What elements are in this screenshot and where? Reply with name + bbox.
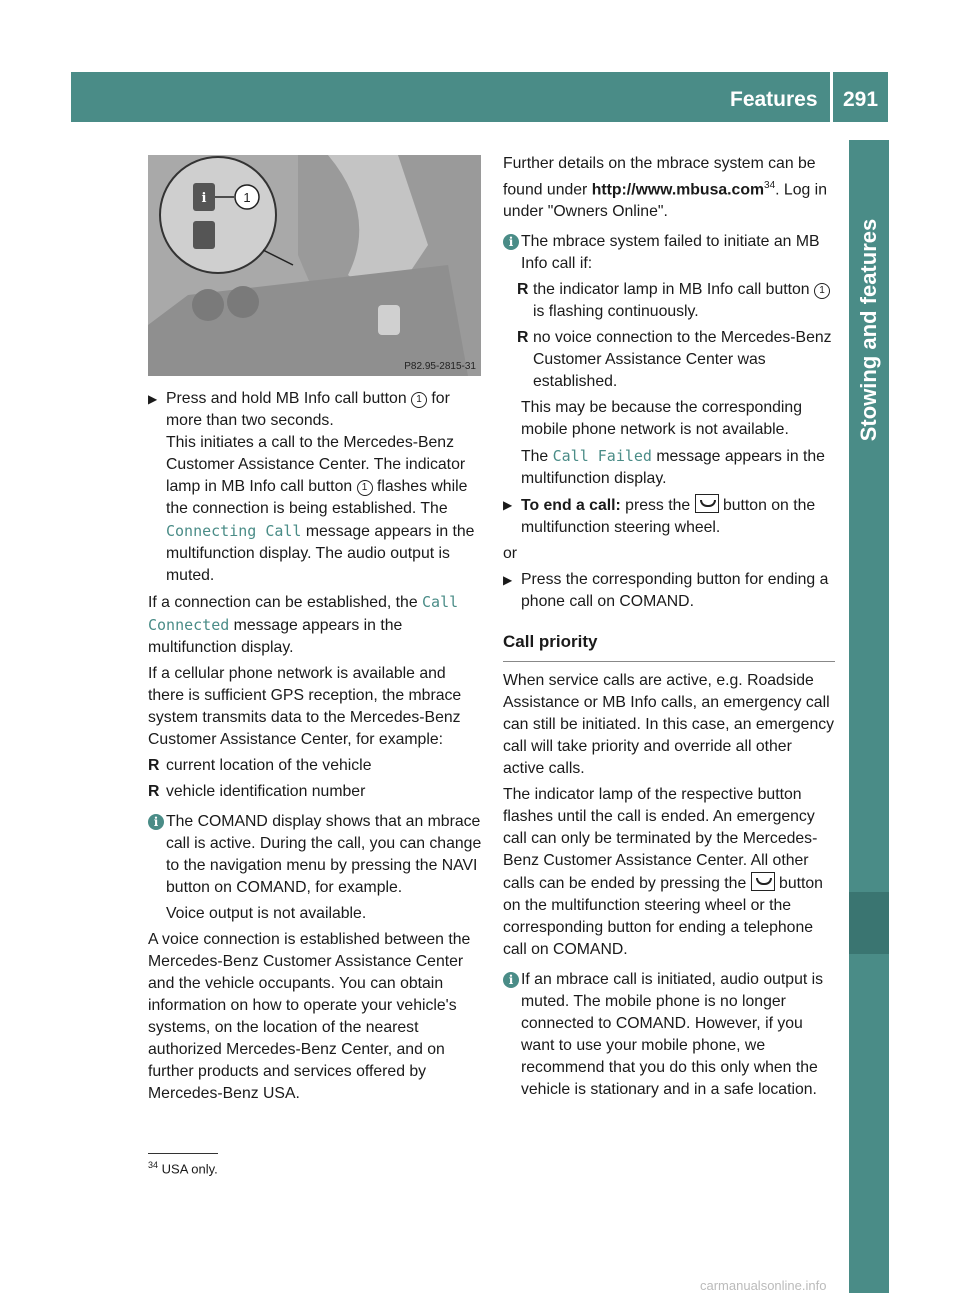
section-heading: Call priority [503, 631, 835, 662]
paragraph: When service calls are active, e.g. Roadside Assistance or MB Info calls, an emergency call can still be initiated. In this case, an emergency call will take priority and override all other active calls. [503, 672, 835, 778]
instruction-step: ▶ To end a call: press the button on the multifunction steering wheel. [503, 494, 835, 539]
car-interior-photo [148, 155, 481, 376]
page-number: 291 [843, 88, 879, 111]
end-call-icon [695, 494, 719, 513]
display-message: Call Failed [552, 447, 652, 466]
website-url: http://www.mbusa.com [591, 181, 765, 199]
instruction-step: ▶ Press the corresponding button for ending a phone call on COMAND. [503, 571, 829, 611]
end-call-icon [751, 872, 775, 891]
display-message: Connecting Call [166, 522, 302, 540]
arrow-icon: ▶ [503, 573, 513, 588]
paragraph: A voice connection is established between the Mercedes-Benz Customer Assistance Center and the vehicle occupants. You can obtain information on how to operate your vehicle's systems, on the location of the nearest authorized Mercedes-Benz Center, and on further products and services offered by Mercedes-Benz USA. [148, 931, 471, 1102]
photo-code: P82.95-2815-31 [404, 361, 476, 372]
info-note-continued: Voice output is not available. [166, 905, 367, 922]
info-note-continued: This may be because the corresponding mobile phone network is not available. [521, 399, 802, 439]
display-message: Call Connected [148, 593, 459, 634]
callout-1-icon: 1 [357, 480, 373, 496]
list-item: R vehicle identification number [148, 781, 482, 803]
list-item: R the indicator lamp in MB Info call button 1 is flashing continuously. [503, 279, 835, 323]
instruction-step: ▶ Press and hold MB Info call button 1 for more than two seconds. This initiates a call to the Mercedes-Benz Customer Assistance Center. The indicator lamp in MB Info call button 1 flashes while the connection is being established. The Connecting Call message appears in the multifunction display. The audio output is muted. [148, 390, 475, 584]
info-icon: i [503, 972, 519, 988]
info-icon: i [148, 814, 164, 830]
svg-text:i: i [201, 191, 207, 206]
right-column [503, 153, 835, 1105]
photo-callout: 1 [243, 190, 251, 205]
info-note: i The mbrace system failed to initiate an MB Info call if: [503, 231, 835, 275]
watermark: carmanualsonline.info [700, 1278, 827, 1293]
paragraph: or [503, 545, 518, 563]
list-item: R no voice connection to the Mercedes-Benz Customer Assistance Center was established. [517, 329, 832, 391]
arrow-icon: ▶ [148, 392, 158, 406]
list-item: R current location of the vehicle [148, 755, 482, 777]
side-tab-marker [849, 892, 889, 954]
footnote-rule [148, 1153, 218, 1154]
paragraph: Further details on the mbrace system can be found under http://www.mbusa.com$^{34}$. Log in under "Owners Online". [503, 155, 827, 221]
bullet-icon: R [517, 329, 529, 347]
paragraph: The indicator lamp of the respective button flashes until the call is ended. An emergency call can only be terminated by the Mercedes-Benz Customer Assistance Center. All other calls can be ended by pressing the button on the multifunction steering wheel or the corresponding button for ending a telephone call on COMAND. [503, 786, 823, 959]
arrow-icon: ▶ [503, 498, 513, 513]
paragraph: If a cellular phone network is available and there is sufficient GPS reception, the mbrace system transmits data to the Mercedes-Benz Customer Assistance Center, for example: [148, 665, 462, 748]
header-separator [830, 72, 833, 122]
info-icon: i [503, 234, 519, 250]
callout-1-icon: 1 [411, 392, 427, 408]
footnote-marker: 34 [764, 180, 776, 191]
bullet-icon: R [148, 757, 160, 774]
side-tab-label: Stowing and features [856, 218, 881, 442]
info-note: i If an mbrace call is initiated, audio output is muted. The mobile phone is no longer connected to COMAND. However, if you want to use your mobile phone, we recommend that you do this only when the vehicle is stationary and in a safe location. [503, 969, 835, 1101]
callout-1-icon: 1 [814, 283, 830, 299]
bullet-icon: R [148, 783, 160, 800]
left-column [148, 388, 482, 1109]
footnote: $^{34}$ USA only. [148, 1160, 218, 1177]
section-title: Features [730, 88, 818, 111]
info-note: i The COMAND display shows that an mbrace call is active. During the call, you can change to the navigation menu by pressing the NAVI button on COMAND, for example. [148, 811, 482, 899]
info-note-continued: The Call Failed message appears in the multifunction display. [521, 447, 825, 488]
bullet-icon: R [517, 281, 529, 299]
paragraph: If a connection can be established, the Call Connected message appears in the multifunction display. [148, 593, 459, 656]
